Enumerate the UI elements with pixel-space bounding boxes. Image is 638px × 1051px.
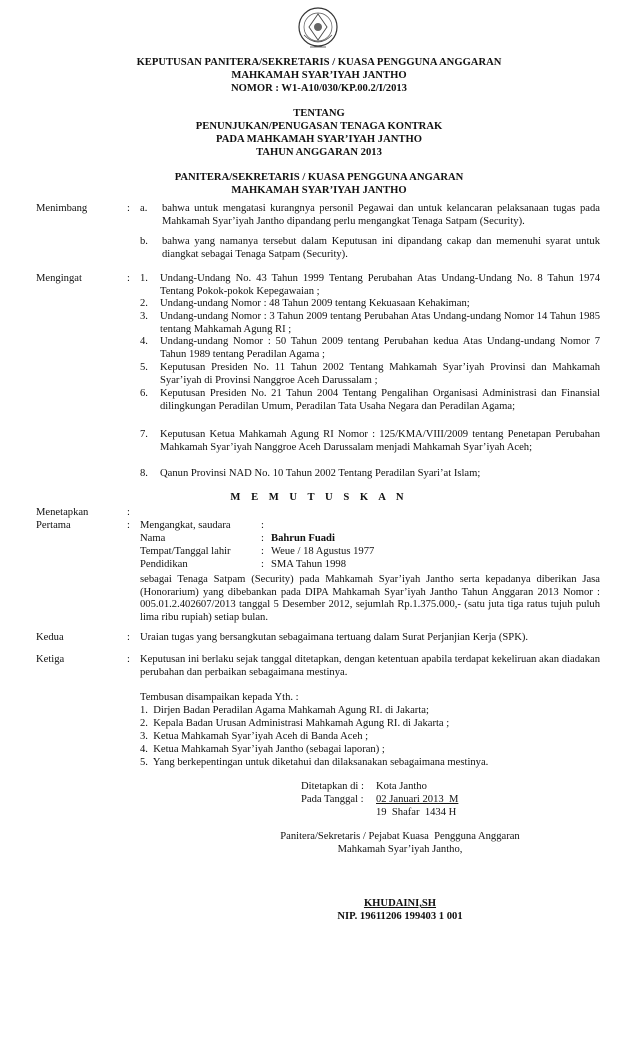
ketiga-label: Ketiga (36, 654, 65, 665)
kedua-body: Uraian tugas yang bersangkutan sebagaimana tertuang dalam Surat Perjanjian Kerja (SPK). (140, 632, 529, 643)
field-education-colon: : (261, 559, 264, 570)
signatory-court: Mahkamah Syar’iyah Jantho, (337, 844, 463, 855)
subject-line-1: PENUNJUKAN/PENUGASAN TENAGA KONTRAK (195, 121, 443, 132)
pertama-colon: : (127, 520, 130, 531)
field-birth-value: Weue / 18 Agustus 1977 (271, 546, 375, 557)
field-name-label: Nama (140, 533, 166, 544)
menimbang-colon: : (127, 203, 130, 214)
tembusan-title: Tembusan disampaikan kepada Yth. : (140, 692, 299, 703)
tanggal-label: Pada Tanggal : (301, 794, 364, 805)
mengingat-text-1: Undang-Undang No. 43 Tahun 1999 Tentang Perubahan Atas Undang-Undang No. 8 Tahun 1974 Tentang Pokok-pokok Kepegawaian ; (160, 273, 600, 297)
decree-title: KEPUTUSAN PANITERA/SEKRETARIS / KUASA PENGGUNA ANGGARAN (136, 57, 502, 68)
field-education-value: SMA Tahun 1998 (271, 559, 346, 570)
decree-number: NOMOR : W1-A10/030/KP.00.2/I/2013 (231, 83, 407, 94)
ditetapkan-di-label: Ditetapkan di : (301, 781, 364, 792)
field-birth-label: Tempat/Tanggal lahir (140, 546, 231, 557)
tembusan-item-1: 1. Dirjen Badan Peradilan Agama Mahkamah Agung RI. di Jakarta; (140, 705, 429, 716)
kedua-colon: : (127, 632, 130, 643)
field-name-value: Bahrun Fuadi (271, 533, 335, 544)
kedua-label: Kedua (36, 632, 64, 643)
court-name: MAHKAMAH SYAR’IYAH JANTHO (231, 70, 407, 81)
tembusan-item-4: 4. Ketua Mahkamah Syar’iyah Jantho (sebagai laporan) ; (140, 744, 385, 755)
mengingat-mark-2: 2. (140, 298, 148, 309)
mengingat-text-5: Keputusan Presiden No. 11 Tahun 2002 Tentang Mahkamah Syar’iyah Provinsi dan Mahkamah Syar’iyah di Provinsi Nanggroe Aceh Darussalam ; (160, 362, 600, 386)
mengingat-text-2: Undang-undang Nomor : 48 Tahun 2009 tentang Kekuasaan Kehakiman; (160, 298, 470, 309)
mengingat-text-4: Undang-undang Nomor : 50 Tahun 2009 tentang Perubahan kedua Atas Undang-undang Nomor 7 Tahun 1989 tentang Peradilan Agama ; (160, 336, 600, 360)
mengingat-mark-5: 5. (140, 362, 148, 373)
mengingat-mark-6: 6. (140, 388, 148, 399)
tembusan-item-5: 5. Yang berkepentingan untuk diketahui dan dilaksanakan sebagaimana mestinya. (140, 757, 489, 768)
signatory-nip: NIP. 19611206 199403 1 001 (337, 911, 463, 922)
subject-line-3: TAHUN ANGGARAN 2013 (256, 147, 382, 158)
mengingat-text-7: Keputusan Ketua Mahkamah Agung RI Nomor : 125/KMA/VIII/2009 tentang Penetapan Perubahan Mahkamah Syar’iyah Nanggroe Aceh Darussalam menjadi Mahkamah Syar’iyah Aceh; (160, 429, 600, 453)
issuer-line-1: PANITERA/SEKRETARIS / KUASA PENGGUNA ANGARAN (174, 172, 464, 183)
tembusan-item-3: 3. Ketua Mahkamah Syar’iyah Aceh di Banda Aceh ; (140, 731, 369, 742)
tanggal-masehi: 02 Januari 2013 M (376, 794, 459, 805)
menimbang-mark-b: b. (140, 236, 148, 247)
subject-line-2: PADA MAHKAMAH SYAR’IYAH JANTHO (216, 134, 422, 145)
tanggal-hijriah: 19 Shafar 1434 H (376, 807, 457, 818)
pertama-intro: Mengangkat, saudara (140, 520, 231, 531)
menimbang-label: Menimbang (36, 203, 88, 214)
tentang-heading: TENTANG (293, 108, 345, 119)
pertama-intro-colon: : (261, 520, 264, 531)
pertama-body: sebagai Tenaga Satpam (Security) pada Mahkamah Syar’iyah Jantho serta kepadanya diberikan Jasa (Honorarium) yang dibebankan pada DIPA Mahkamah Syar’iyah Jantho Tahun Anggaran 2013 Nomor : 005.01.2.402607/2013 tanggal 5 Desember 2012, sejumlah Rp.1.375.000,- (satu juta tiga ratus tujuh puluh lima ribu rupiah) setiap bulan. (140, 574, 600, 623)
mengingat-colon: : (127, 273, 130, 284)
mengingat-mark-8: 8. (140, 468, 148, 479)
mengingat-mark-3: 3. (140, 311, 148, 322)
signatory-title: Panitera/Sekretaris / Pejabat Kuasa Pengguna Anggaran (280, 831, 520, 842)
mengingat-text-8: Qanun Provinsi NAD No. 10 Tahun 2002 Tentang Peradilan Syari’at Islam; (160, 468, 481, 479)
mengingat-mark-7: 7. (140, 429, 148, 440)
ketiga-colon: : (127, 654, 130, 665)
mengingat-text-6: Keputusan Presiden No. 21 Tahun 2004 Tentang Pengalihan Organisasi Administrasi dan Finansial dilingkungan Peradilan Umum, Peradilan Tata Usaha Negara dan Peradilan Agama; (160, 388, 600, 412)
mengingat-text-3: Undang-undang Nomor : 3 Tahun 2009 tentang Perubahan Atas Undang-undang Nomor 14 Tahun 1985 tentang Mahkamah Agung RI ; (160, 311, 600, 335)
menimbang-mark-a: a. (140, 203, 148, 214)
ketiga-body: Keputusan ini berlaku sejak tanggal ditetapkan, dengan ketentuan apabila terdapat kekeliruan akan diadakan perubahan dan perbaikan sebagaimana mestinya. (140, 654, 600, 678)
memutuskan-heading: M E M U T U S K A N (230, 492, 408, 503)
menimbang-text-b: bahwa yang namanya tersebut dalam Keputusan ini dipandang cakap dan memenuhi syarat untuk diangkat sebagai Tenaga Satpam (Security). (162, 236, 600, 260)
menimbang-text-a: bahwa untuk mengatasi kurangnya personil Pegawai dan untuk kelancaran pelaksanaan tugas pada Mahkamah Syar’iyah Jantho dipandang perlu mengangkat Tenaga Satpam (Security). (162, 203, 600, 227)
field-birth-colon: : (261, 546, 264, 557)
mengingat-mark-1: 1. (140, 273, 148, 284)
field-name-colon: : (261, 533, 264, 544)
menetapkan-colon: : (127, 507, 130, 518)
mengingat-label: Mengingat (36, 273, 82, 284)
mengingat-mark-4: 4. (140, 336, 148, 347)
menetapkan-label: Menetapkan (36, 507, 89, 518)
pertama-label: Pertama (36, 520, 71, 531)
signatory-name: KHUDAINI,SH (363, 898, 437, 909)
field-education-label: Pendidikan (140, 559, 188, 570)
tembusan-item-2: 2. Kepala Badan Urusan Administrasi Mahkamah Agung RI. di Jakarta ; (140, 718, 450, 729)
issuer-line-2: MAHKAMAH SYAR’IYAH JANTHO (231, 185, 407, 196)
ditetapkan-di-value: Kota Jantho (376, 781, 427, 792)
court-emblem-icon (296, 5, 340, 53)
